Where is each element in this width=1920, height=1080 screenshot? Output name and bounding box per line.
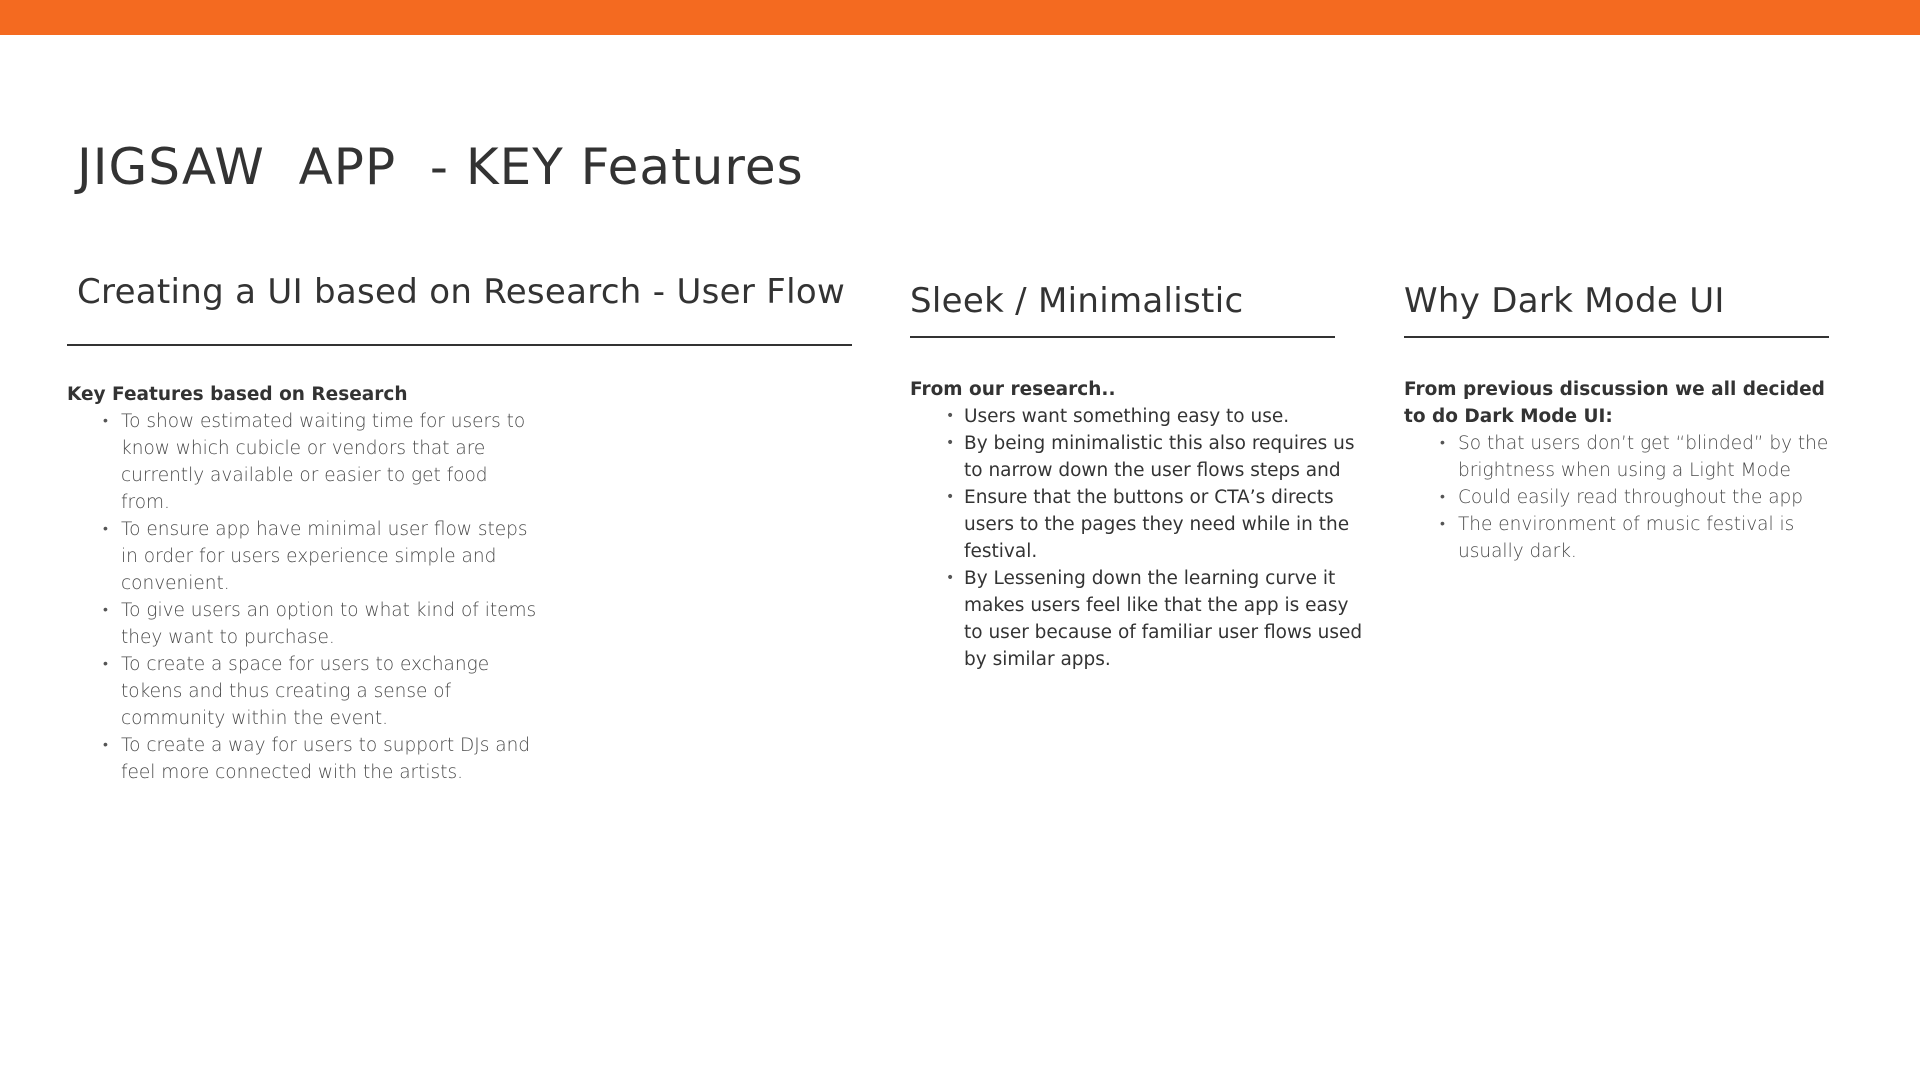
section-heading-minimalistic: Sleek / Minimalistic xyxy=(910,281,1244,321)
page-title: JIGSAW APP - KEY Features xyxy=(77,138,804,196)
section-lead-minimalistic: From our research.. xyxy=(910,379,1116,400)
list-item: • To create a way for users to support DJs and feel more connected with the artists. xyxy=(121,732,537,786)
section-heading-user-flow: Creating a UI based on Research - User Flow xyxy=(77,272,846,312)
list-item: • To ensure app have minimal user flow steps in order for users experience simple and convenient. xyxy=(121,516,537,597)
section-body-minimalistic xyxy=(910,376,1365,673)
section-lead-user-flow: Key Features based on Research xyxy=(67,384,408,405)
section-divider-user-flow xyxy=(67,344,852,346)
bullet-list-minimalistic xyxy=(910,403,1365,673)
list-item: • To create a space for users to exchange tokens and thus creating a sense of community within the event. xyxy=(121,651,537,732)
list-item: • To show estimated waiting time for users to know which cubicle or vendors that are currently available or easier to get food from. xyxy=(121,408,537,516)
top-accent-bar xyxy=(0,0,1920,35)
section-heading-dark-mode: Why Dark Mode UI xyxy=(1404,281,1725,321)
list-item: • To give users an option to what kind of items they want to purchase. xyxy=(121,597,537,651)
section-divider-dark-mode xyxy=(1404,336,1829,338)
list-item: • So that users don’t get “blinded” by the brightness when using a Light Mode xyxy=(1458,430,1849,484)
section-lead-dark-mode: From previous discussion we all decided to do Dark Mode UI: xyxy=(1404,379,1825,427)
bullet-list-user-flow xyxy=(67,408,537,786)
list-item: • The environment of music festival is usually dark. xyxy=(1458,511,1849,565)
list-item: • Users want something easy to use. xyxy=(964,403,1365,430)
list-item: • By Lessening down the learning curve it makes users feel like that the app is easy to user because of familiar user flows used by similar apps. xyxy=(964,565,1365,673)
bullet-list-dark-mode xyxy=(1404,430,1849,565)
section-body-user-flow xyxy=(67,381,537,786)
list-item: • By being minimalistic this also requires us to narrow down the user flows steps and xyxy=(964,430,1365,484)
list-item: • Could easily read throughout the app xyxy=(1458,484,1849,511)
list-item: • Ensure that the buttons or CTA’s directs users to the pages they need while in the festival. xyxy=(964,484,1365,565)
section-body-dark-mode xyxy=(1404,376,1849,565)
section-divider-minimalistic xyxy=(910,336,1335,338)
